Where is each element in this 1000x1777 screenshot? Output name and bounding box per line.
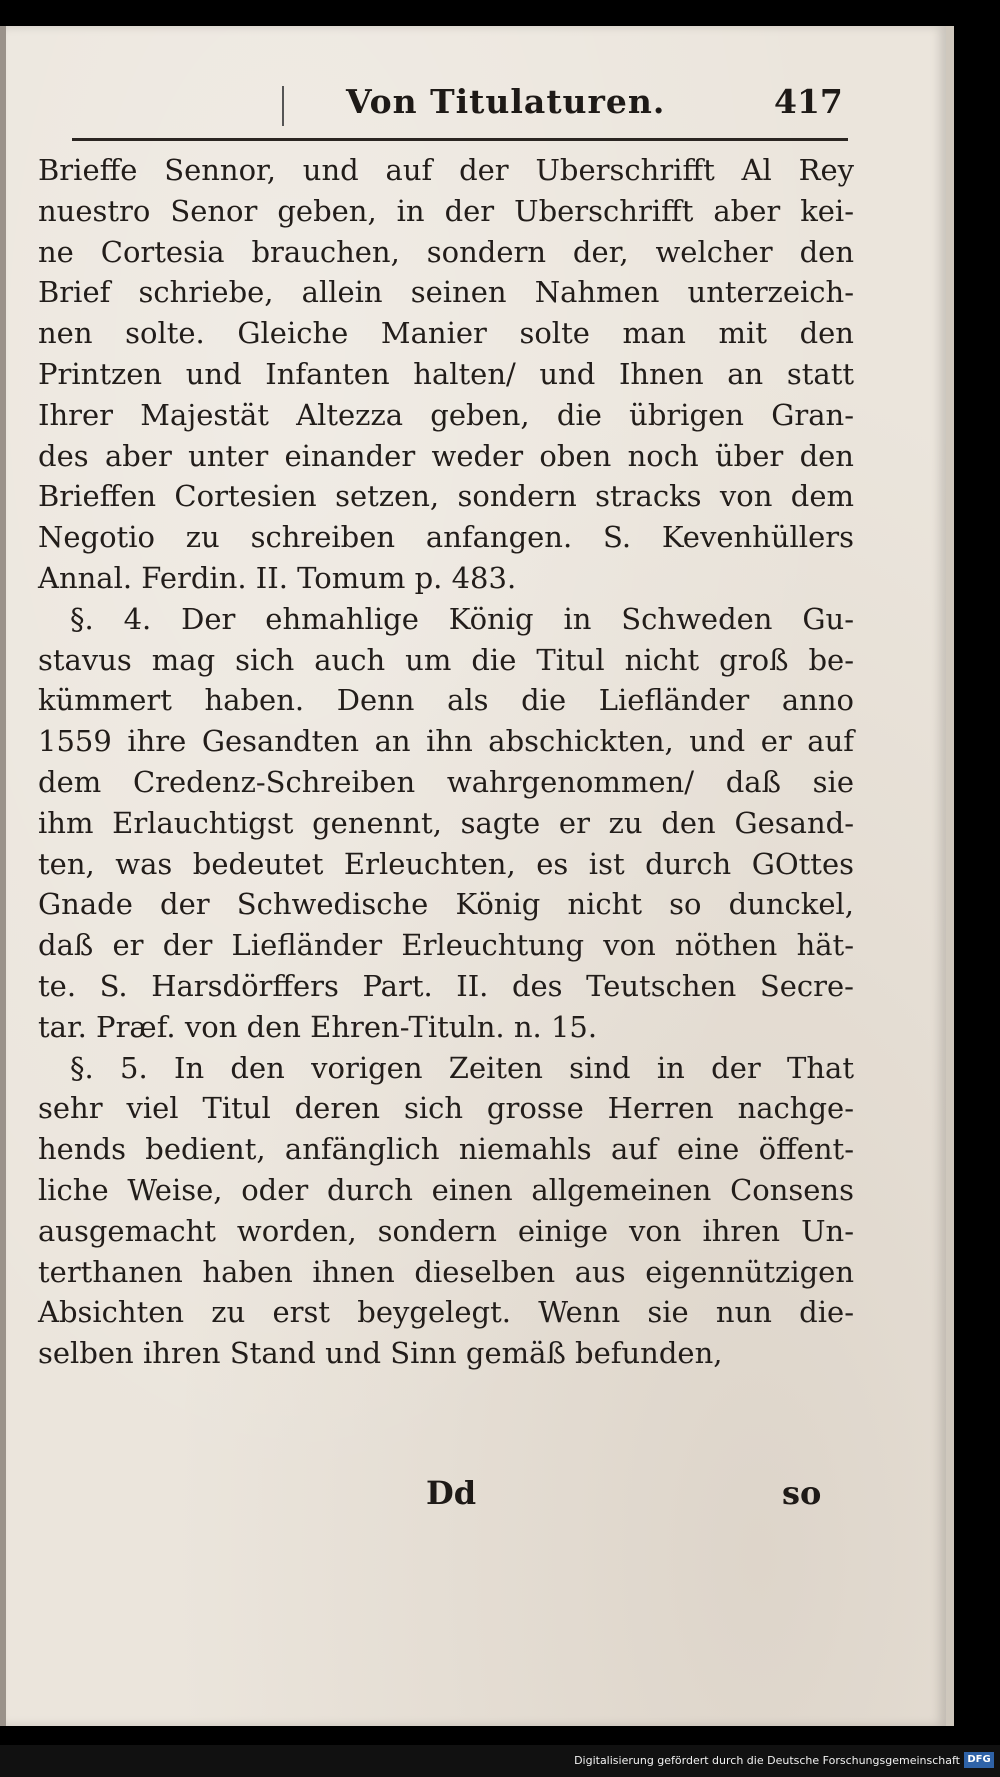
text-line: Absichten zu erst beygelegt. Wenn sie nun die- bbox=[38, 1295, 854, 1330]
text-line: Printzen und Infanten halten/ und Ihnen an statt bbox=[38, 356, 854, 391]
text-line: Brief schriebe, allein seinen Nahmen unterzeich- bbox=[38, 275, 854, 310]
text-line: Ihrer Majestät Altezza geben, die übrigen Gran- bbox=[38, 397, 854, 432]
text-line: Negotio zu schreiben anfangen. S. Kevenhüllers bbox=[38, 520, 854, 555]
text-line: stavus mag sich auch um die Titul nicht groß be- bbox=[38, 642, 854, 677]
text-line: terthanen haben ihnen dieselben aus eigennützigen bbox=[38, 1254, 854, 1289]
text-line: nuestro Senor geben, in der Uberschrifft aber kei- bbox=[38, 193, 854, 228]
text-line: Brieffe Sennor, und auf der Uberschrifft Al Rey bbox=[38, 153, 854, 187]
footer-credit: Digitalisierung gefördert durch die Deutsche Forschungsgemeinschaft bbox=[574, 1754, 960, 1767]
text-line: liche Weise, oder durch einen allgemeinen Consens bbox=[38, 1172, 854, 1207]
text-line: hends bedient, anfänglich niemahls auf eine öffent- bbox=[38, 1132, 854, 1167]
catchword: so bbox=[782, 1474, 822, 1512]
text-line: ten, was bedeutet Erleuchten, es ist durch GOttes bbox=[38, 846, 854, 881]
text-line: des aber unter einander weder oben noch über den bbox=[38, 438, 854, 473]
book-page bbox=[6, 26, 954, 1726]
text-line: dem Credenz-Schreiben wahrgenommen/ daß sie bbox=[38, 764, 854, 799]
text-line: nen solte. Gleiche Manier solte man mit den bbox=[38, 316, 854, 351]
text-line: tar. Præf. von den Ehren-Tituln. n. 15. bbox=[38, 1009, 598, 1044]
text-line: ihm Erlauchtigst genennt, sagte er zu den Gesand- bbox=[38, 805, 854, 840]
text-line: §. 5. In den vorigen Zeiten sind in der That bbox=[70, 1050, 854, 1085]
header-divider bbox=[282, 86, 284, 126]
running-title: Von Titulaturen. bbox=[346, 82, 666, 121]
text-line: ne Cortesia brauchen, sondern der, welcher den bbox=[38, 234, 854, 269]
text-line: 1559 ihre Gesandten an ihn abschickten, und er auf bbox=[38, 724, 854, 759]
body-text bbox=[38, 150, 854, 1374]
text-line: te. S. Harsdörffers Part. II. des Teutschen Secre- bbox=[38, 968, 854, 1003]
dfg-logo: DFG bbox=[964, 1752, 994, 1768]
header-rule bbox=[72, 138, 848, 141]
text-line: Brieffen Cortesien setzen, sondern stracks von dem bbox=[38, 479, 854, 514]
text-line: ausgemacht worden, sondern einige von ihren Un- bbox=[38, 1213, 854, 1248]
page-number: 417 bbox=[774, 82, 843, 121]
digitization-footer bbox=[0, 1745, 1000, 1777]
text-line: kümmert haben. Denn als die Liefländer anno bbox=[38, 683, 854, 718]
text-line: selben ihren Stand und Sinn gemäß befunden, bbox=[38, 1336, 723, 1371]
page-header bbox=[46, 68, 846, 128]
text-line: daß er der Liefländer Erleuchtung von nöthen hät- bbox=[38, 928, 854, 963]
text-line: sehr viel Titul deren sich grosse Herren nachge- bbox=[38, 1091, 854, 1126]
text-line: §. 4. Der ehmahlige König in Schweden Gu- bbox=[70, 601, 854, 636]
page-foot bbox=[6, 1474, 946, 1524]
signature-mark: Dd bbox=[426, 1474, 477, 1512]
text-line: Annal. Ferdin. II. Tomum p. 483. bbox=[38, 560, 517, 595]
text-line: Gnade der Schwedische König nicht so dunckel, bbox=[38, 887, 854, 922]
